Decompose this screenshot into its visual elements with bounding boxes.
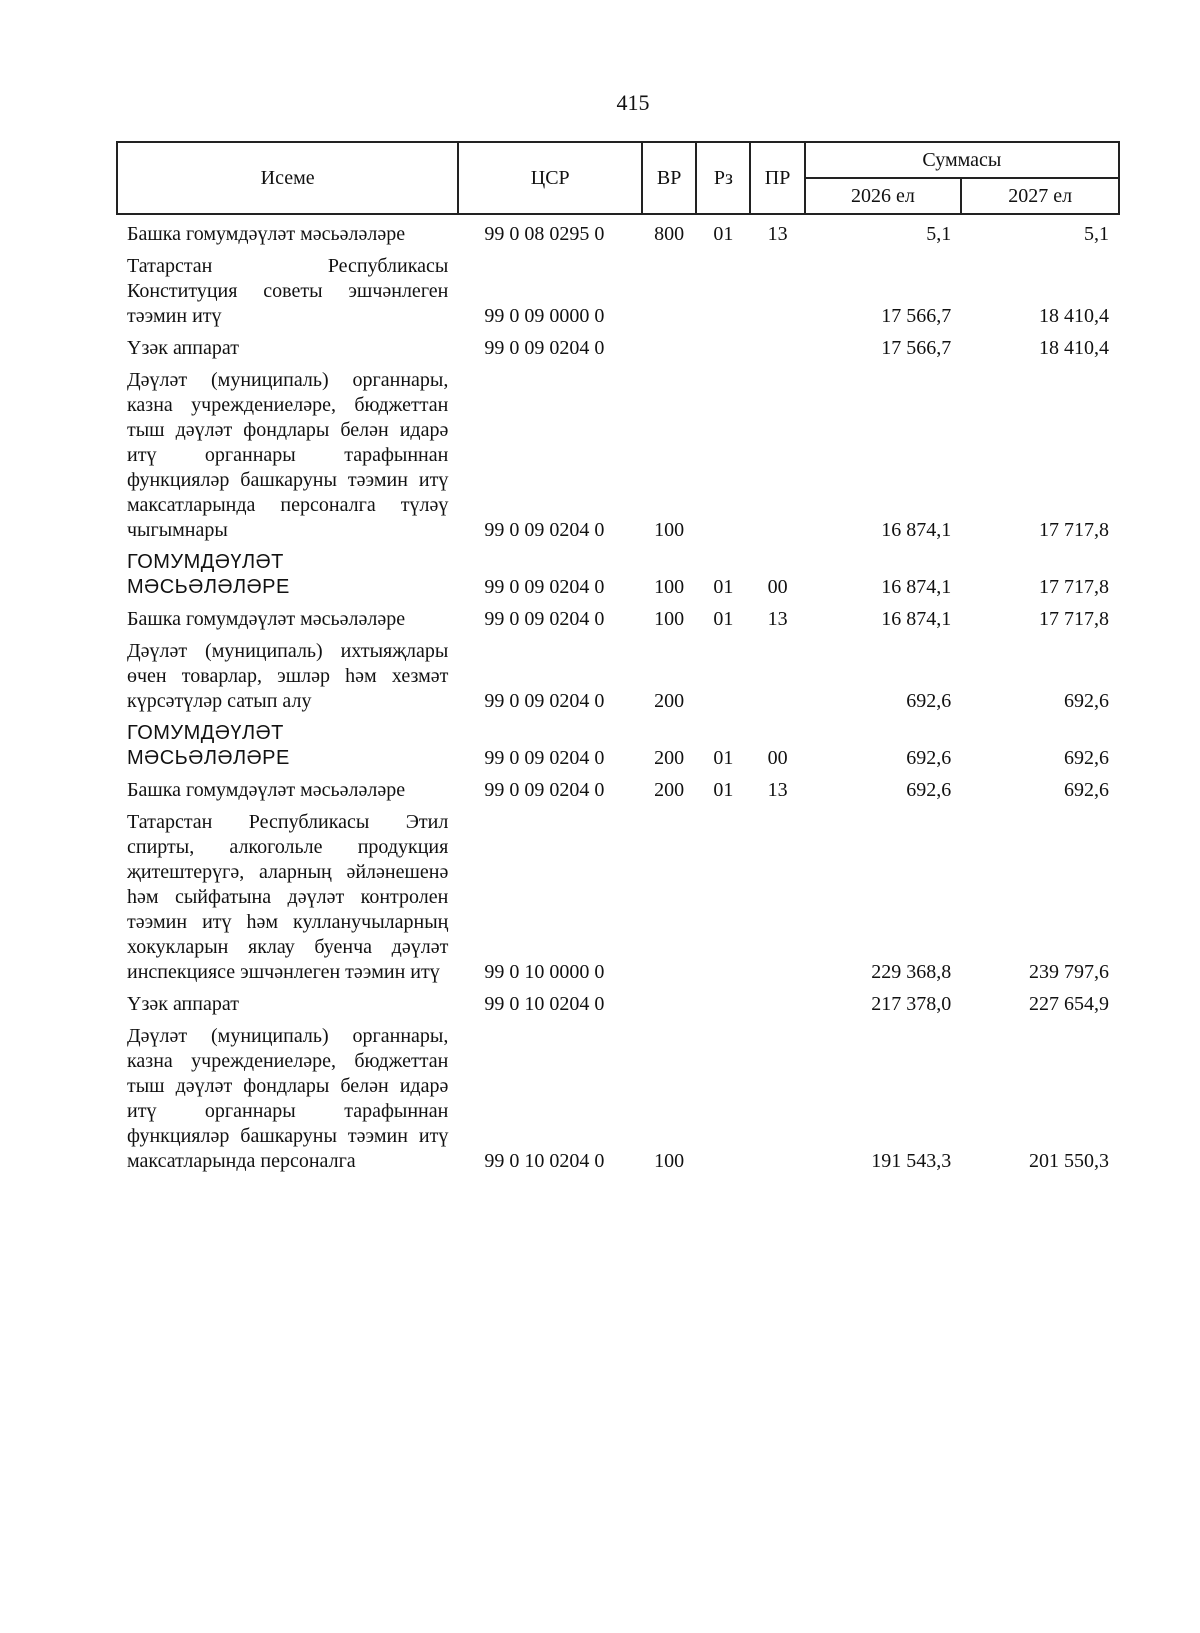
row-sum-2026: 229 368,8 <box>871 961 952 983</box>
row-pr <box>750 803 804 985</box>
row-csr: 99 0 09 0204 0 <box>484 608 605 630</box>
header-sums: Суммасы <box>805 142 1119 178</box>
table-row <box>117 1017 1119 1174</box>
row-csr: 99 0 08 0295 0 <box>484 223 605 245</box>
row-pr: 13 <box>767 779 788 801</box>
row-rz: 01 <box>713 608 734 630</box>
row-name: Башка гомумдәүләт мәсьәләләре <box>127 608 406 630</box>
row-pr: 13 <box>767 608 788 630</box>
row-pr <box>750 329 804 361</box>
row-vr <box>642 247 696 329</box>
row-sum-2026: 692,6 <box>906 779 952 801</box>
row-name: Дәүләт (муниципаль) органнары, казна учреждениеләре, бюджеттан тыш дәүләт фондлары белән идарә итү органнары тарафыннан функцияләр башкаруны тәэмин итү максатларында персоналга түләү чыгымнары <box>127 369 449 541</box>
header-pr: ПР <box>750 142 804 214</box>
row-name: Үзәк аппарат <box>127 993 239 1015</box>
table-row <box>117 247 1119 329</box>
row-sum-2027: 17 717,8 <box>1039 576 1109 598</box>
row-sum-2026: 17 566,7 <box>881 305 952 327</box>
row-vr: 100 <box>654 576 685 598</box>
row-rz: 01 <box>713 779 734 801</box>
row-pr: 13 <box>767 223 788 245</box>
row-sum-2027: 692,6 <box>1064 779 1109 801</box>
row-vr <box>642 803 696 985</box>
header-csr: ЦСР <box>458 142 642 214</box>
table-row <box>117 771 1119 803</box>
table-row <box>117 329 1119 361</box>
row-sum-2027: 18 410,4 <box>1039 337 1109 359</box>
row-rz <box>696 1017 750 1174</box>
row-sum-2026: 217 378,0 <box>871 993 952 1015</box>
row-vr: 200 <box>654 690 685 712</box>
row-name: Татарстан Республикасы Этил спирты, алкогольле продукция җитештерүгә, аларның әйләнешенә һәм сыйфатына дәүләт контролен тәэмин итү һәм кулланучыларның хокукларын яклау буенча дәүләт инспекциясе эшчәнлеген тәэмин итү <box>127 811 449 983</box>
row-rz: 01 <box>713 747 734 769</box>
row-csr: 99 0 09 0204 0 <box>484 690 605 712</box>
row-rz <box>696 803 750 985</box>
row-pr: 00 <box>767 576 788 598</box>
row-pr <box>750 1017 804 1174</box>
row-vr: 100 <box>654 519 685 541</box>
row-csr: 99 0 10 0204 0 <box>484 1150 605 1172</box>
row-sum-2026: 692,6 <box>906 747 952 769</box>
header-rz: Рз <box>696 142 750 214</box>
row-vr <box>642 985 696 1017</box>
row-sum-2027: 692,6 <box>1064 747 1109 769</box>
row-rz: 01 <box>713 576 734 598</box>
table-body <box>117 214 1119 1174</box>
header-year-2027: 2027 ел <box>961 178 1119 214</box>
row-vr: 200 <box>654 747 685 769</box>
row-pr <box>750 361 804 543</box>
row-pr <box>750 632 804 714</box>
row-csr: 99 0 09 0204 0 <box>484 576 605 598</box>
row-vr: 100 <box>654 1150 685 1172</box>
row-csr: 99 0 10 0204 0 <box>484 993 605 1015</box>
row-sum-2027: 201 550,3 <box>1029 1150 1109 1172</box>
row-sum-2027: 227 654,9 <box>1029 993 1109 1015</box>
row-sum-2026: 5,1 <box>926 223 952 245</box>
row-name: Башка гомумдәүләт мәсьәләләре <box>127 779 406 801</box>
header-vr: ВР <box>642 142 696 214</box>
table-row <box>117 543 1119 600</box>
row-rz <box>696 247 750 329</box>
row-sum-2027: 17 717,8 <box>1039 519 1109 541</box>
row-vr: 800 <box>654 223 685 245</box>
table-row <box>117 600 1119 632</box>
row-sum-2026: 692,6 <box>906 690 952 712</box>
row-csr: 99 0 09 0204 0 <box>484 747 605 769</box>
row-sum-2027: 5,1 <box>1084 223 1109 245</box>
row-sum-2026: 16 874,1 <box>881 519 952 541</box>
row-sum-2027: 18 410,4 <box>1039 305 1109 327</box>
table-row <box>117 985 1119 1017</box>
row-rz <box>696 632 750 714</box>
row-pr <box>750 985 804 1017</box>
row-vr <box>642 329 696 361</box>
header-year-2026: 2026 ел <box>805 178 962 214</box>
row-sum-2027: 239 797,6 <box>1029 961 1109 983</box>
row-sum-2026: 16 874,1 <box>881 608 952 630</box>
table-row <box>117 214 1119 247</box>
row-name: Дәүләт (муниципаль) ихтыяҗлары өчен товарлар, эшләр һәм хезмәт күрсәтүләр сатып алу <box>127 640 449 712</box>
row-csr: 99 0 09 0204 0 <box>484 779 605 801</box>
row-name: Башка гомумдәүләт мәсьәләләре <box>127 223 406 245</box>
row-name: Үзәк аппарат <box>127 337 239 359</box>
row-csr: 99 0 09 0204 0 <box>484 519 605 541</box>
row-sum-2026: 191 543,3 <box>871 1150 952 1172</box>
row-sum-2027: 692,6 <box>1064 690 1109 712</box>
row-rz <box>696 985 750 1017</box>
row-pr: 00 <box>767 747 788 769</box>
row-name: Дәүләт (муниципаль) органнары, казна учреждениеләре, бюджеттан тыш дәүләт фондлары белән идарә итү органнары тарафыннан функцияләр башкаруны тәэмин итү максатларында персоналга <box>127 1025 449 1172</box>
row-sum-2026: 16 874,1 <box>881 576 952 598</box>
table-row <box>117 361 1119 543</box>
row-vr: 200 <box>654 779 685 801</box>
table-row <box>117 632 1119 714</box>
budget-table <box>116 141 1120 1174</box>
table-row <box>117 714 1119 771</box>
row-sum-2026: 17 566,7 <box>881 337 952 359</box>
row-vr: 100 <box>654 608 685 630</box>
row-pr <box>750 247 804 329</box>
row-csr: 99 0 09 0204 0 <box>484 337 605 359</box>
table-row <box>117 803 1119 985</box>
row-name: ГОМУМДӘҮЛӘТ МӘСЬӘЛӘЛӘРЕ <box>127 551 290 598</box>
row-rz <box>696 361 750 543</box>
page-number: 415 <box>616 90 650 115</box>
row-csr: 99 0 09 0000 0 <box>484 305 605 327</box>
header-name: Исеме <box>117 142 458 214</box>
row-csr: 99 0 10 0000 0 <box>484 961 605 983</box>
table-header <box>117 142 1119 214</box>
row-rz: 01 <box>713 223 734 245</box>
row-rz <box>696 329 750 361</box>
row-name: ГОМУМДӘҮЛӘТ МӘСЬӘЛӘЛӘРЕ <box>127 722 290 769</box>
row-sum-2027: 17 717,8 <box>1039 608 1109 630</box>
row-name: Татарстан Республикасы Конституция советы эшчәнлеген тәэмин итү <box>127 255 449 327</box>
